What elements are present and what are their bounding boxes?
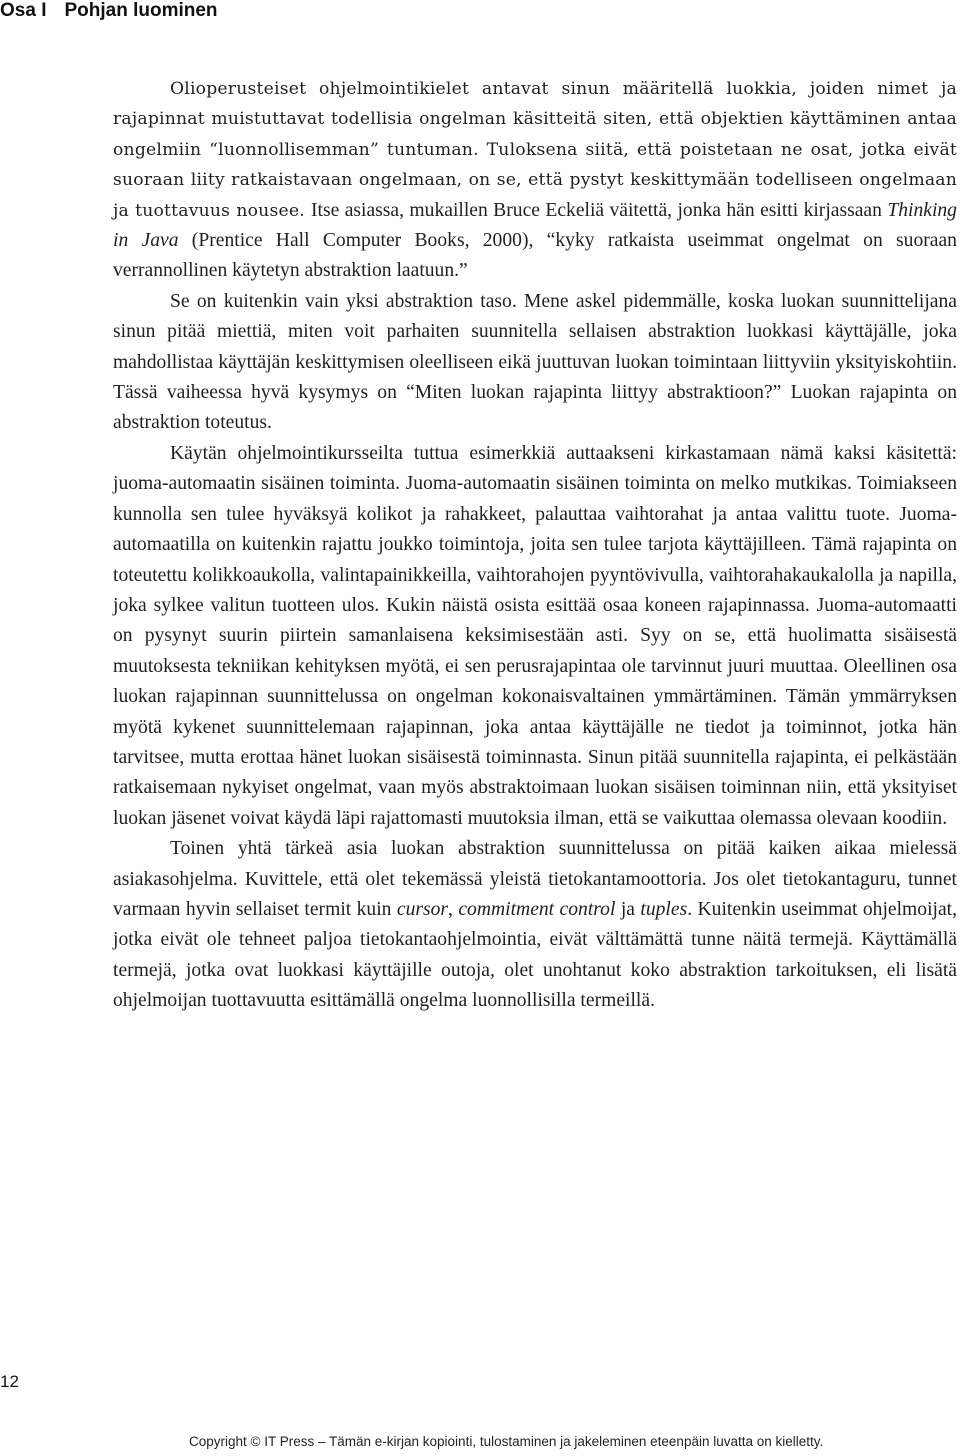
- term-cursor: cursor: [396, 898, 449, 920]
- paragraph-2: [113, 287, 957, 439]
- body-text: [113, 74, 957, 1017]
- book-title: Thinking in Java: [113, 199, 957, 252]
- paragraph-text: (Prentice Hall Computer Books, 2000), “kyky ratkaista useimmat ongelmat on suoraan verrannollinen käytetyn abstraktion laatuun.”: [113, 230, 957, 282]
- paragraph-text: Se on kuitenkin vain yksi abstraktion taso. Mene askel pidemmälle, koska luokan suunnittelijana sinun pitää miettiä, miten voit parhaiten suunnitella sellaisen abstraktion luokkasi käyttäjälle, joka mahdollistaa käyttäjän keskittymisen oleelliseen eikä juuttuvan luokan toimintaan liittyviin yksityiskohtiin. Tässä vaiheessa hyvä kysymys on “Miten luokan rajapinta liittyy abstraktioon?” Luokan rajapinta on abstraktion toteutus.: [113, 290, 957, 434]
- paragraph-text: Itse asiassa, mukaillen Bruce Eckeliä väitettä, jonka hän esitti kirjassaan: [311, 199, 888, 221]
- copyright-footer: Copyright © IT Press – Tämän e-kirjan kopiointi, tulostaminen ja jakeleminen eteenpäin luvatta on kielletty.: [189, 1434, 824, 1449]
- page-number: 12: [0, 1372, 19, 1391]
- paragraph-text: Käytän ohjelmointikursseilta tuttua esimerkkiä auttaakseni kirkastamaan nämä kaksi käsitettä: juoma-automaatin sisäinen toiminta. Juoma-automaatin sisäinen toiminta on melko mutkikas. Toimiakseen kunnolla sen tulee hyväksyä kolikot ja rahakkeet, palauttaa vaihtorahat ja antaa valittu tuote. Juoma-automaatilla on kuitenkin rajattu joukko toimintoja, joita sen tulee tarjota käyttäjilleen. Tämä rajapinta on toteutettu kolikkoaukolla, valintapainikkeilla, vaihtorahojen pyyntövivulla, vaihtorahakaukalolla ja napilla, joka sylkee valitun tuotteen ulos. Kukin näistä osista esittää osaa koneen rajapinnassa. Juoma-automaatti on pysynyt suurin piirtein samanlaisena keksimisestään asti. Syy on se, että huolimatta sisäisestä muutoksesta tekniikan kehityksen myötä, ei sen perusrajapintaa ole tarvinnut juuri muuttaa. Oleellinen osa luokan rajapinnan suunnittelussa on ongelman kokonaisvaltainen ymmärtäminen. Tämän ymmärryksen myötä kykenet suunnittelemaan rajapinnan, joka antaa käyttäjälle ne tiedot ja toiminnot, jotka hän tarvitsee, mutta erottaa hänet luokan sisäisestä toiminnasta. Sinun pitää suunnitella rajapinta, ei pelkästään ratkaisemaan nykyiset ongelmat, vaan myös abstraktoimaan luokan sisäisen toiminnan niin, että yksityiset luokan jäsenet voivat käydä läpi rajattomasti muutoksia ilman, että se vaikuttaa olemassa olevaan koodiin.: [113, 442, 957, 829]
- paragraph-text: ,: [448, 898, 459, 920]
- running-head: [0, 0, 218, 22]
- paragraph-text: ja: [615, 898, 641, 920]
- paragraph-text: Olioperusteiset ohjelmointikielet antavat sinun määritellä luokkia, joiden nimet ja rajapinnat muistuttavat todellisia ongelman käsitteitä siten, että objektien käyttäminen antaa ongelmiin “luonnollisemman” tuntuman. Tuloksena siitä, että poistetaan ne osat, jotka eivät suoraan liity ratkaistavaan ongelmaan, on se, että pystyt keskittymään todelliseen ongelmaan ja tuottavuus nousee.: [113, 79, 957, 221]
- term-commitment-control: commitment control: [458, 898, 616, 920]
- chapter-title: Pohjan luominen: [64, 0, 218, 21]
- paragraph-text: Toinen yhtä tärkeä asia luokan abstraktion suunnittelussa on pitää kaiken aikaa mielessä asiakasohjelma. Kuvittele, että olet tekemässä yleistä tietokantamoottoria. Jos olet tietokantaguru, tunnet varmaan hyvin sellaiset termit kuin: [113, 838, 957, 920]
- paragraph-4: [113, 834, 957, 1016]
- paragraph-1: [113, 74, 957, 287]
- paragraph-3: [113, 439, 957, 834]
- term-tuples: tuples: [640, 898, 688, 920]
- paragraph-text: . Kuitenkin useimmat ohjelmoijat, jotka eivät ole tehneet paljoa tietokantaohjelmointia, eivät välttämättä tunne näitä termejä. Käyttämällä termejä, jotka ovat luokkasi käyttäjille outoja, olet unohtanut koko abstraktion tarkoituksen, eli lisätä ohjelmoijan tuottavuutta esittämällä ongelma luonnollisilla termeillä.: [113, 898, 958, 1012]
- part-label: Osa I: [0, 0, 47, 21]
